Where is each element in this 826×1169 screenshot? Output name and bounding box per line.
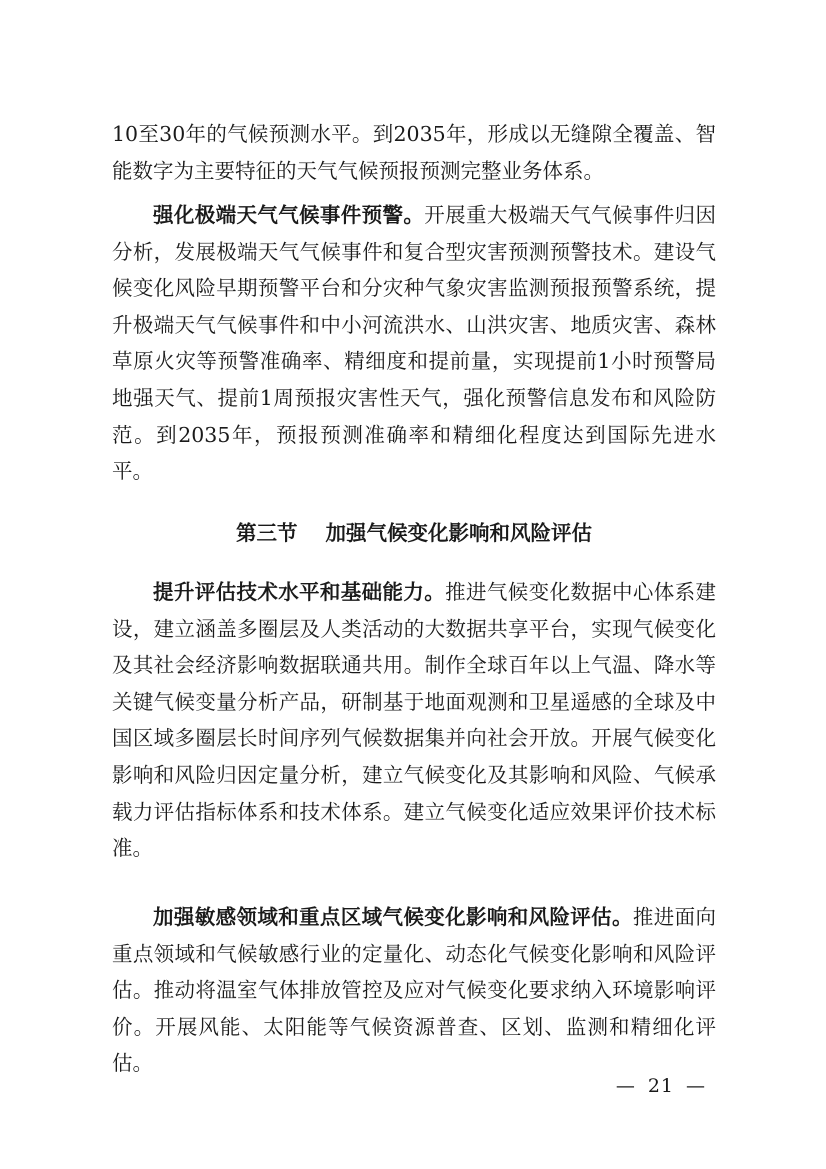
paragraph-forecast-level — [112, 116, 716, 189]
section-heading — [112, 518, 716, 548]
paragraph-body: 开展重大极端天气气候事件归因分析，发展极端天气气候事件和复合型灾害预测预警技术。建设气候变化风险早期预警平台和分灾种气象灾害监测预报预警系统，提升极端天气气候事件和中小河流洪水、山洪灾害、地质灾害、森林草原火灾等预警准确率、精细度和提前量，实现提前1小时预警局地强天气、提前1周预报灾害性天气，强化预警信息发布和风险防范。到2035年，预报预测准确率和精细化程度达到国际先进水平。 — [112, 203, 716, 484]
page-number-footer — [604, 1072, 718, 1100]
paragraph-body: 10至30年的气候预测水平。到2035年，形成以无缝隙全覆盖、智能数字为主要特征的天气气候预报预测完整业务体系。 — [112, 122, 716, 183]
paragraph-assessment-capacity — [112, 574, 716, 867]
section-title: 加强气候变化影响和风险评估 — [325, 521, 592, 545]
page-number: 21 — [647, 1075, 674, 1097]
paragraph-lead-heading: 提升评估技术水平和基础能力。 — [153, 580, 446, 604]
paragraph-extreme-weather-warning — [112, 197, 716, 490]
paragraph-sensitive-areas-assessment — [112, 899, 716, 1082]
section-number: 第三节 — [236, 521, 298, 545]
paragraph-body: 推进面向重点领域和气候敏感行业的定量化、动态化气候变化影响和风险评估。推动将温室气体排放管控及应对气候变化要求纳入环境影响评价。开展风能、太阳能等气候资源普查、区划、监测和精细化评估。 — [112, 905, 717, 1076]
paragraph-lead-heading: 强化极端天气气候事件预警。 — [153, 203, 425, 227]
page-number-dash-right: — — [686, 1075, 706, 1097]
paragraph-lead-heading: 加强敏感领域和重点区域气候变化影响和风险评估。 — [153, 905, 633, 929]
page-number-dash-left: — — [615, 1075, 636, 1097]
paragraph-body: 推进气候变化数据中心体系建设，建立涵盖多圈层及人类活动的大数据共享平台，实现气候变化及其社会经济影响数据联通共用。制作全球百年以上气温、降水等关键气候变量分析产品，研制基于地面观测和卫星遥感的全球及中国区域多圈层长时间序列气候数据集并向社会开放。开展气候变化影响和风险归因定量分析，建立气候变化及其影响和风险、气候承载力评估指标体系和技术体系。建立气候变化适应效果评价技术标准。 — [112, 580, 717, 861]
